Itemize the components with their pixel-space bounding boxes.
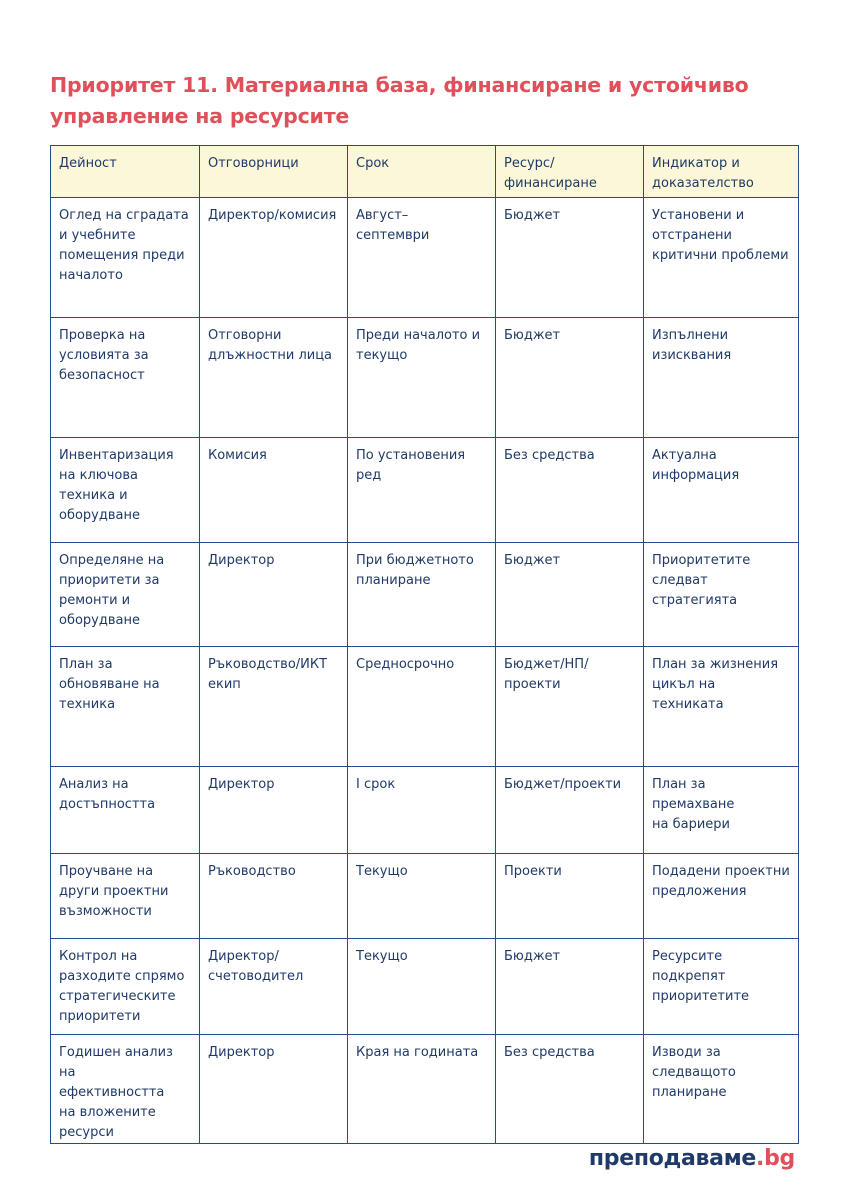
cell-activity: Проверка на условията за безопасност <box>51 318 200 438</box>
cell-deadline: По установения ред <box>348 438 496 543</box>
cell-activity: Определяне на приоритети за ремонти и оборудване <box>51 543 200 647</box>
cell-indicator: Актуална информация <box>644 438 799 543</box>
table-row <box>51 647 799 767</box>
cell-responsible: Директор/комисия <box>200 198 348 318</box>
table-header-row <box>51 146 799 198</box>
cell-activity: Инвентаризация на ключова техника и оборудване <box>51 438 200 543</box>
table-row <box>51 543 799 647</box>
cell-activity: План за обновяване на техника <box>51 647 200 767</box>
cell-responsible: Отговорни длъжностни лица <box>200 318 348 438</box>
page-title-line-1: Приоритет 11. Материална база, финансиране и устойчиво <box>50 73 749 97</box>
cell-deadline: Текущо <box>348 854 496 939</box>
cell-responsible: Директор <box>200 767 348 854</box>
cell-deadline: I срок <box>348 767 496 854</box>
header-indicator: Индикатор и доказателство <box>644 146 799 198</box>
priority-table <box>50 145 799 1144</box>
cell-resource: Проекти <box>496 854 644 939</box>
cell-responsible: Директор/ счетоводител <box>200 939 348 1035</box>
cell-deadline: Август– септември <box>348 198 496 318</box>
page-title <box>50 70 810 132</box>
header-deadline: Срок <box>348 146 496 198</box>
cell-indicator: План за премахване на бариери <box>644 767 799 854</box>
cell-resource: Бюджет <box>496 198 644 318</box>
cell-resource: Бюджет <box>496 939 644 1035</box>
table-row <box>51 438 799 543</box>
cell-deadline: Края на годината <box>348 1035 496 1144</box>
cell-indicator: Изпълнени изисквания <box>644 318 799 438</box>
cell-resource: Бюджет <box>496 543 644 647</box>
cell-responsible: Ръководство <box>200 854 348 939</box>
cell-responsible: Ръководство/ИКТ екип <box>200 647 348 767</box>
cell-indicator: Ресурсите подкрепят приоритетите <box>644 939 799 1035</box>
cell-resource: Без средства <box>496 438 644 543</box>
cell-activity: Годишен анализ на ефективността на вложените ресурси <box>51 1035 200 1144</box>
cell-responsible: Комисия <box>200 438 348 543</box>
table-row <box>51 318 799 438</box>
cell-indicator: Подадени проектни предложения <box>644 854 799 939</box>
cell-resource: Бюджет/проекти <box>496 767 644 854</box>
cell-indicator: Установени и отстранени критични проблеми <box>644 198 799 318</box>
cell-indicator: Приоритетите следват стратегията <box>644 543 799 647</box>
cell-resource: Бюджет/НП/ проекти <box>496 647 644 767</box>
cell-deadline: Преди началото и текущо <box>348 318 496 438</box>
header-responsible: Отговорници <box>200 146 348 198</box>
cell-activity: Проучване на други проектни възможности <box>51 854 200 939</box>
header-resource: Ресурс/ финансиране <box>496 146 644 198</box>
logo-tld-text: .bg <box>756 1146 795 1171</box>
table-row <box>51 1035 799 1144</box>
table-row <box>51 198 799 318</box>
table-row <box>51 939 799 1035</box>
logo-main-text: преподаваме <box>588 1146 757 1171</box>
cell-deadline: Средносрочно <box>348 647 496 767</box>
cell-activity: Контрол на разходите спрямо стратегическите приоритети <box>51 939 200 1035</box>
cell-responsible: Директор <box>200 543 348 647</box>
table-row <box>51 854 799 939</box>
cell-indicator: Изводи за следващото планиране <box>644 1035 799 1144</box>
cell-responsible: Директор <box>200 1035 348 1144</box>
cell-deadline: При бюджетното планиране <box>348 543 496 647</box>
cell-resource: Без средства <box>496 1035 644 1144</box>
cell-resource: Бюджет <box>496 318 644 438</box>
cell-deadline: Текущо <box>348 939 496 1035</box>
cell-indicator: План за жизнения цикъл на техниката <box>644 647 799 767</box>
header-activity: Дейност <box>51 146 200 198</box>
page-title-line-2: управление на ресурсите <box>50 104 350 128</box>
table-row <box>51 767 799 854</box>
site-logo <box>589 1146 795 1171</box>
cell-activity: Оглед на сградата и учебните помещения преди началото <box>51 198 200 318</box>
cell-activity: Анализ на достъпността <box>51 767 200 854</box>
